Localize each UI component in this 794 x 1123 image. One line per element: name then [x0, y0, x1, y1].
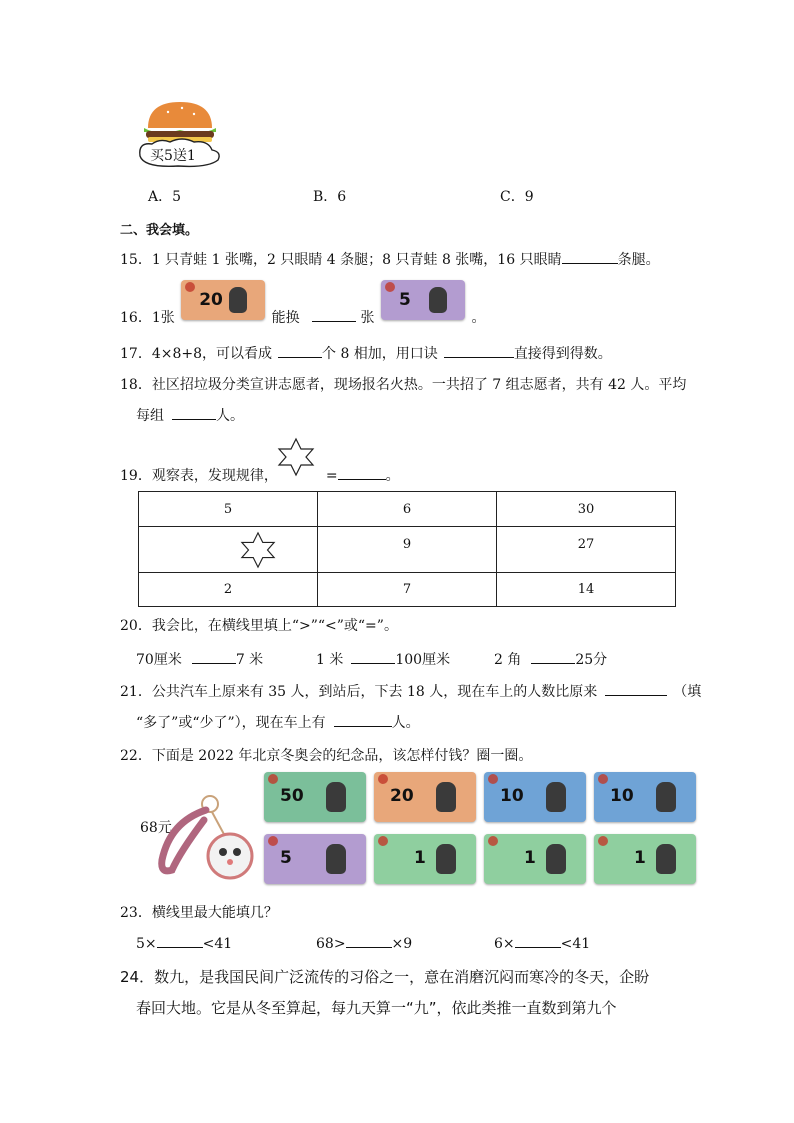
banknote-10[interactable]: 10 — [594, 772, 696, 822]
answer-blank[interactable] — [351, 649, 395, 664]
banknote-5[interactable]: 5 — [264, 834, 366, 884]
compare-1: 70厘米 7 米 — [136, 649, 263, 669]
expr-1: 5× <41 — [136, 933, 232, 952]
table-cell: 2 — [139, 573, 318, 607]
option-a: A．5 — [148, 189, 182, 205]
question-21-line2: “多了”或“少了”），现在车上有 人。 — [136, 712, 420, 732]
expr-3: 6× <41 — [494, 933, 590, 952]
question-17: 17．4×8+8，可以看成 个 8 相加，用口诀 直接得到得数。 — [120, 343, 612, 363]
banknote-20: 20 — [181, 280, 265, 320]
question-18-line2: 每组 人。 — [136, 405, 244, 425]
section-title: 二、我会填。 — [120, 223, 199, 238]
compare-3: 2 角 25分 — [494, 649, 607, 669]
answer-blank[interactable] — [605, 681, 667, 696]
question-15: 15．1 只青蛙 1 张嘴，2 只眼睛 4 条腿；8 只青蛙 8 张嘴，16 只眼睛 条腿。 — [120, 249, 660, 269]
table-cell: 9 — [318, 527, 497, 573]
question-20: 20．我会比，在横线里填上“>”“<”或“=”。 — [120, 618, 398, 634]
question-23: 23．横线里最大能填几？ — [120, 905, 278, 921]
expr-2: 68> ×9 — [316, 933, 412, 952]
banknote-5: 5 — [381, 280, 465, 320]
banknote-row-2 — [264, 834, 696, 884]
answer-blank[interactable] — [444, 343, 514, 358]
table-cell: 27 — [497, 527, 676, 573]
star-icon — [238, 531, 278, 569]
keychain-illustration — [150, 792, 260, 884]
option-c: C．9 — [500, 189, 534, 205]
answer-blank[interactable] — [172, 405, 216, 420]
question-18-line1: 18．社区招垃圾分类宣讲志愿者，现场报名火热。一共招了 7 组志愿者，共有 42 人。平均 — [120, 377, 687, 393]
banknote-row-1 — [264, 772, 696, 822]
answer-blank[interactable] — [531, 649, 575, 664]
compare-2: 1 米 100厘米 — [316, 649, 450, 669]
option-b: B．6 — [313, 189, 347, 205]
table-cell: 5 — [139, 492, 318, 527]
burger-badge: 买5送1 — [150, 148, 196, 164]
table-cell-star — [139, 527, 318, 573]
question-24-line2: 春回大地。它是从冬至算起，每九天算一“九”，依此类推一直数到第九个 — [136, 999, 617, 1017]
table-cell: 7 — [318, 573, 497, 607]
question-19: 19．观察表，发现规律， = 。 — [120, 465, 400, 485]
question-24-line1: 24．数九，是我国民间广泛流传的习俗之一，意在消磨沉闷而寒冷的冬天，企盼 — [120, 968, 650, 986]
answer-blank[interactable] — [334, 712, 392, 727]
answer-blank[interactable] — [192, 649, 236, 664]
question-21-line1: 21．公共汽车上原来有 35 人，到站后，下去 18 人，现在车上的人数比原来 （填 — [120, 681, 701, 701]
banknote-1[interactable]: 1 — [594, 834, 696, 884]
price-label: 68元 — [140, 820, 172, 836]
banknote-1[interactable]: 1 — [374, 834, 476, 884]
table-cell: 30 — [497, 492, 676, 527]
answer-blank[interactable] — [338, 465, 386, 480]
answer-blank[interactable] — [278, 343, 322, 358]
question-22: 22．下面是 2022 年北京冬奥会的纪念品，该怎样付钱？圈一圈。 — [120, 748, 533, 764]
question-16: 16．1张 20 能换 张 5 。 — [120, 280, 485, 324]
banknote-50[interactable]: 50 — [264, 772, 366, 822]
table-cell: 14 — [497, 573, 676, 607]
table-cell: 6 — [318, 492, 497, 527]
answer-blank[interactable] — [157, 933, 203, 948]
banknote-20[interactable]: 20 — [374, 772, 476, 822]
answer-blank[interactable] — [312, 307, 356, 322]
answer-blank[interactable] — [515, 933, 561, 948]
banknote-10[interactable]: 10 — [484, 772, 586, 822]
pattern-table — [138, 491, 676, 607]
banknote-1[interactable]: 1 — [484, 834, 586, 884]
answer-blank[interactable] — [346, 933, 392, 948]
answer-blank[interactable] — [562, 249, 618, 264]
